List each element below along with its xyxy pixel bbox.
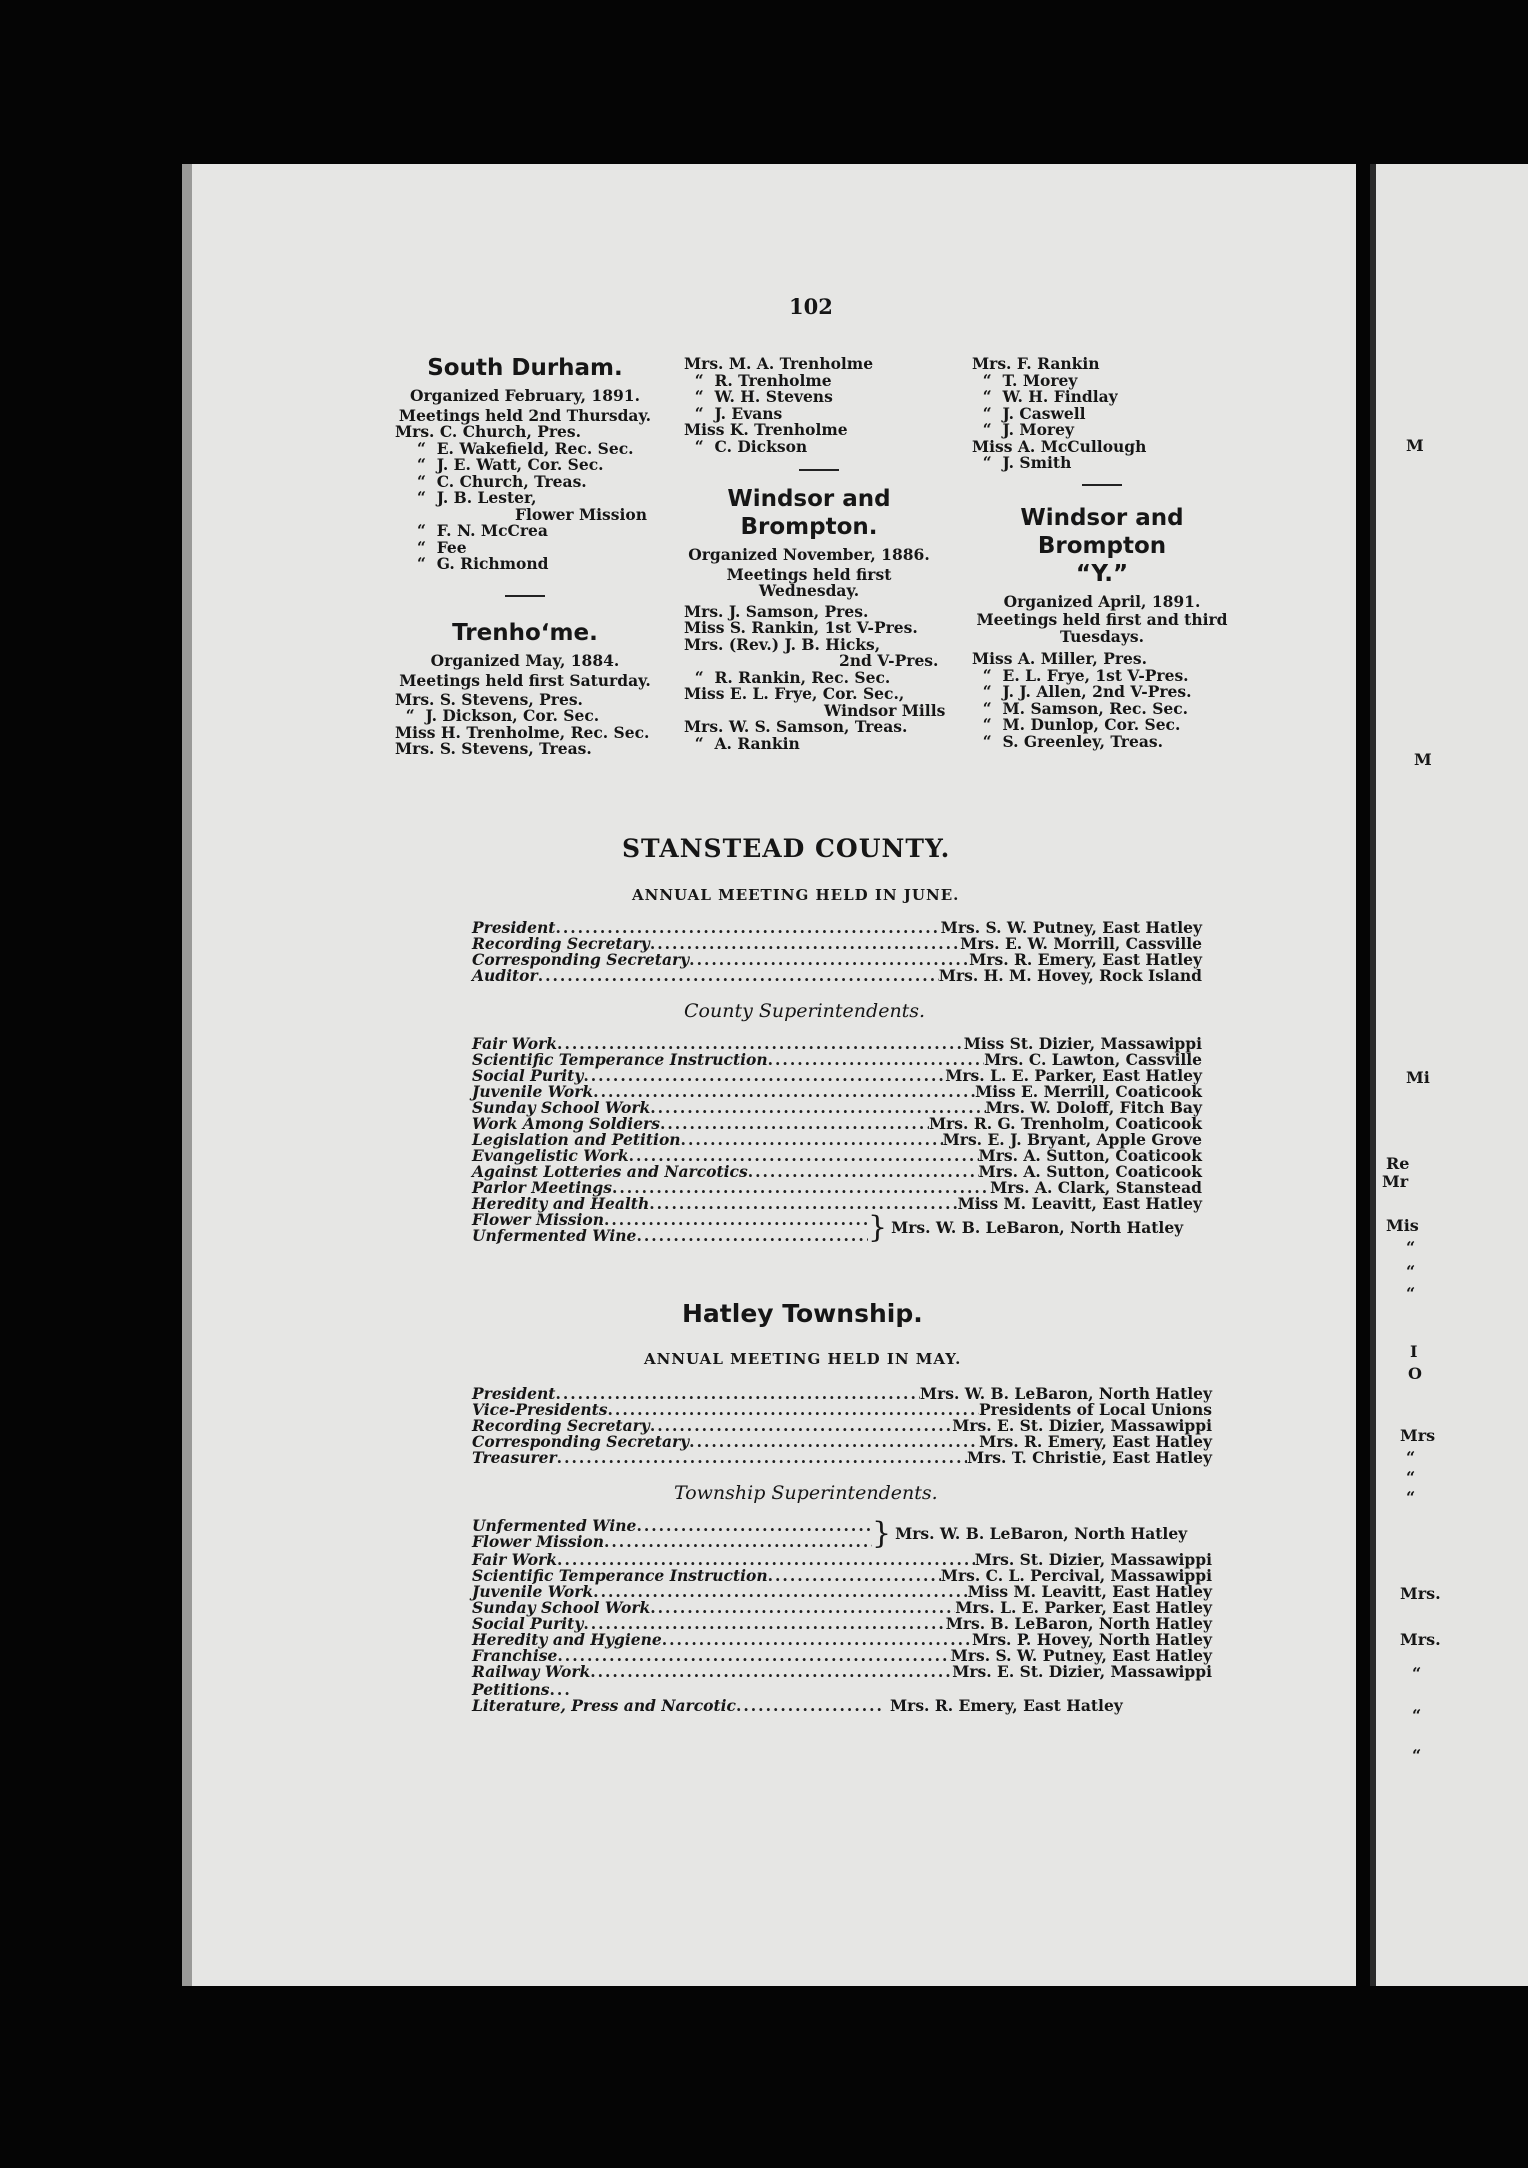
office-label: Sunday School Work [472,1598,651,1617]
south-durham-officer: “ Fee [417,537,467,557]
member-line: “ W. H. Stevens [684,387,833,406]
windsor-y-officer: “ E. L. Frye, 1st V-Pres. [972,665,1189,685]
edge-fragment: “ [1412,1746,1422,1765]
member-line: “ C. Dickson [684,436,808,456]
windsor-officer: Mrs. J. Samson, Pres. [684,601,869,621]
windsor-y-officer: “ M. Dunlop, Cor. Sec. [972,715,1181,734]
office-holder: Mrs. E. W. Morrill, Cassville [960,934,1202,953]
column-2 [684,356,964,752]
column-3 [972,356,1272,750]
windsor-y-title-3: “Y.” [1075,560,1129,587]
windsor-y-officer: “ S. Greenley, Treas. [972,731,1163,751]
south-durham-officer: “ J. B. Lester, [417,488,537,507]
office-holder: Mrs. L. E. Parker, East Hatley [955,1598,1212,1617]
trenholme-officer: Mrs. S. Stevens, Treas. [395,739,592,758]
office-holder: Mrs. E. St. Dizier, Massawippi [952,1416,1212,1435]
south-durham-officer: “ F. N. McCrea [417,521,548,540]
office-label: Scientific Temperance Instruction [472,1566,768,1585]
office-label: Social Purity [472,1614,584,1633]
member-line: Mrs. F. Rankin [972,354,1100,373]
hatley-annual: ANNUAL MEETING HELD IN MAY. [644,1350,962,1368]
office-label: Unfermented Wine [472,1516,637,1535]
office-label: Flower Mission [472,1210,604,1229]
edge-fragment: Mrs. [1400,1584,1441,1603]
office-holder: Mrs. R. G. Trenholm, Coaticook [928,1114,1202,1133]
office-label: Against Lotteries and Narcotics [472,1162,748,1181]
office-label: President [472,918,556,937]
section-divider [799,469,839,471]
member-line: Miss K. Trenholme [684,420,848,439]
office-label: Recording Secretary [472,934,650,953]
office-holder: Mrs. S. W. Putney, East Hatley [940,918,1202,937]
windsor-y-meetings-1: Meetings held first and third [976,610,1228,629]
office-holder: Mrs. A. Sutton, Coaticook [978,1162,1202,1181]
office-label: President [472,1384,556,1403]
office-holder: Mrs. L. E. Parker, East Hatley [945,1066,1202,1085]
windsor-organized: Organized November, 1886. [688,545,930,564]
windsor-y-organized: Organized April, 1891. [1003,591,1201,611]
township-superintendents [472,1552,1212,1680]
office-label: Franchise [472,1646,558,1665]
section-divider [505,595,545,597]
edge-fragment: Mr [1382,1172,1409,1191]
office-holder: Mrs. E. St. Dizier, Massawippi [952,1662,1212,1681]
office-label: Social Purity [472,1066,584,1085]
windsor-officer: “ R. Rankin, Rec. Sec. [684,667,891,687]
office-label: Recording Secretary [472,1416,650,1435]
office-holder: Miss M. Leavitt, East Hatley [957,1194,1202,1213]
office-holder: Mrs. H. M. Hovey, Rock Island [938,966,1202,985]
windsor-officer: Miss E. L. Frye, Cor. Sec., [684,684,905,703]
officer-row [472,1450,1212,1466]
office-holder: Presidents of Local Unions [979,1400,1212,1419]
office-label: Railway Work [472,1662,591,1681]
brace-glyph: } [868,1210,888,1245]
office-holder: Mrs. R. Emery, East Hatley [890,1696,1123,1715]
south-durham-organized: Organized February, 1891. [410,386,640,405]
windsor-meetings-2: Wednesday. [758,581,860,600]
member-line: “ J. Caswell [972,403,1086,423]
stanstead-annual: ANNUAL MEETING HELD IN JUNE. [632,886,960,904]
stanstead-title: STANSTEAD COUNTY. [622,834,951,863]
edge-fragment: “ [1406,1488,1416,1507]
windsor-officer: Windsor Mills [824,700,946,720]
member-line: “ T. Morey [972,370,1078,390]
windsor-title-1: Windsor and [727,486,891,512]
office-holder: Mrs. E. J. Bryant, Apple Grove [942,1130,1202,1149]
county-brace-group [472,1212,1202,1244]
south-durham-officer: Flower Mission [515,504,647,524]
edge-fragment: “ [1412,1664,1422,1683]
office-holder: Mrs. A. Sutton, Coaticook [978,1146,1202,1165]
office-holder: Mrs. P. Hovey, North Hatley [972,1630,1212,1649]
office-label: Heredity and Health [472,1194,650,1213]
superintendent-row [472,1664,1212,1680]
section-divider [1082,484,1122,486]
office-holder: Miss St. Dizier, Massawippi [963,1034,1202,1053]
office-holder: Miss M. Leavitt, East Hatley [967,1582,1212,1601]
edge-fragment: Mrs [1400,1426,1436,1445]
township-brace-group-2 [472,1682,1212,1714]
office-holder: Mrs. C. L. Percival, Massawippi [940,1566,1212,1585]
edge-fragment: “ [1406,1468,1416,1487]
windsor-y-officer: “ M. Samson, Rec. Sec. [972,698,1189,718]
edge-fragment: “ [1406,1238,1416,1257]
office-label: Corresponding Secretary [472,950,690,969]
windsor-y-officer: Miss A. Miller, Pres. [972,649,1148,668]
member-line: “ J. Morey [972,420,1074,439]
south-durham-officer: Mrs. C. Church, Pres. [395,422,582,441]
office-label: Fair Work [472,1550,558,1569]
office-label: Flower Mission [472,1532,604,1551]
windsor-y-officer: “ J. J. Allen, 2nd V-Pres. [972,682,1192,701]
edge-fragment: Mrs. [1400,1630,1441,1649]
trenholme-title: Trenhoʻme. [452,619,598,646]
south-durham-officer: “ E. Wakefield, Rec. Sec. [417,438,634,458]
office-holder: Mrs. W. B. LeBaron, North Hatley [891,1218,1184,1237]
windsor-y-title-1: Windsor and [1020,504,1184,531]
south-durham-officer: “ J. E. Watt, Cor. Sec. [417,455,604,474]
windsor-y-meetings-2: Tuesdays. [1060,626,1144,646]
office-label: Heredity and Hygiene [472,1630,662,1649]
office-label: Vice-Presidents [472,1400,608,1419]
page-number: 102 [789,294,833,319]
office-holder: Mrs. W. B. LeBaron, North Hatley [895,1524,1188,1543]
member-line: Miss A. McCullough [972,436,1147,456]
edge-fragment: M [1406,436,1424,455]
office-holder: Mrs. A. Clark, Stanstead [990,1178,1202,1197]
township-superintendents-title: Township Superintendents. [674,1482,938,1504]
superintendent-row [472,1228,868,1244]
office-label: Evangelistic Work [472,1146,629,1165]
trenholme-officer: Miss H. Trenholme, Rec. Sec. [395,722,650,742]
township-brace-group [472,1518,1212,1550]
member-line: Mrs. M. A. Trenholme [684,354,874,373]
windsor-officer: 2nd V-Pres. [839,651,939,670]
county-superintendents [472,1036,1202,1212]
hatley-officers [472,1386,1212,1466]
member-line: “ J. Evans [684,403,783,423]
south-durham-officer: “ G. Richmond [417,554,549,573]
trenholme-officer: “ J. Dickson, Cor. Sec. [395,706,600,725]
windsor-y-title-2: Brompton [1037,532,1167,559]
office-holder: Mrs. T. Christie, East Hatley [966,1448,1212,1467]
office-label: Sunday School Work [472,1098,651,1117]
south-durham-officer: “ C. Church, Treas. [417,471,587,491]
member-line: “ J. Smith [972,453,1072,472]
trenholme-organized: Organized May, 1884. [430,650,620,670]
edge-fragment: “ [1412,1706,1422,1725]
trenholme-meetings: Meetings held first Saturday. [399,671,651,690]
superintendent-row [472,1534,872,1550]
office-label: Scientific Temperance Instruction [472,1050,768,1069]
office-label: Work Among Soldiers [472,1114,660,1133]
office-holder: Miss E. Merrill, Coaticook [975,1082,1202,1101]
edge-fragment: Mi [1406,1068,1430,1087]
office-label: Petitions [472,1680,550,1699]
edge-fragment: “ [1406,1262,1416,1281]
member-line: “ R. Trenholme [684,370,832,390]
windsor-officer: “ A. Rankin [684,733,800,753]
south-durham-meetings: Meetings held 2nd Thursday. [398,405,652,425]
adjacent-page-edge [1370,164,1528,1986]
office-holder: Mrs. W. Doloff, Fitch Bay [985,1098,1202,1117]
superintendent-row [472,1698,882,1714]
office-label: Fair Work [472,1034,558,1053]
office-holder: Mrs. B. LeBaron, North Hatley [945,1614,1212,1633]
edge-fragment: I [1410,1342,1418,1361]
brace-glyph: } [872,1516,892,1551]
office-label: Unfermented Wine [472,1226,637,1245]
stanstead-officers [472,920,1202,984]
edge-fragment: Mis [1386,1216,1419,1235]
member-line: “ W. H. Findlay [972,387,1118,406]
office-holder: Mrs. R. Emery, East Hatley [969,950,1202,969]
column-1 [395,354,685,758]
windsor-meetings-1: Meetings held first [726,564,892,584]
office-holder: Mrs. W. B. LeBaron, North Hatley [919,1384,1212,1403]
office-label: Legislation and Petition [472,1130,681,1149]
office-holder: Mrs. C. Lawton, Cassville [984,1050,1202,1069]
edge-fragment: “ [1406,1448,1416,1467]
book-page [182,164,1356,1986]
trenholme-officer: Mrs. S. Stevens, Pres. [395,689,583,709]
hatley-title: Hatley Township. [682,1299,923,1328]
edge-fragment: M [1414,750,1432,769]
south-durham-title: South Durham. [427,355,623,381]
office-label: Treasurer [472,1448,557,1467]
office-label: Parlor Meetings [472,1178,612,1197]
windsor-officer: Mrs. W. S. Samson, Treas. [684,717,908,736]
office-label: Auditor [472,966,538,985]
windsor-officer: Miss S. Rankin, 1st V-Pres. [684,618,918,637]
edge-fragment: O [1408,1364,1422,1383]
county-superintendents-title: County Superintendents. [684,1000,926,1022]
edge-fragment: “ [1406,1284,1416,1303]
office-label: Juvenile Work [472,1082,594,1101]
windsor-officer: Mrs. (Rev.) J. B. Hicks, [684,634,881,654]
officer-row [472,968,1202,984]
office-label: Literature, Press and Narcotic [472,1696,736,1715]
office-label: Juvenile Work [472,1582,594,1601]
edge-fragment: Re [1386,1154,1410,1173]
office-label: Corresponding Secretary [472,1432,690,1451]
office-holder: Mrs. R. Emery, East Hatley [979,1432,1212,1451]
office-holder: Mrs. S. W. Putney, East Hatley [950,1646,1212,1665]
windsor-title-2: Brompton. [740,514,878,540]
office-holder: Mrs. St. Dizier, Massawippi [974,1550,1212,1569]
